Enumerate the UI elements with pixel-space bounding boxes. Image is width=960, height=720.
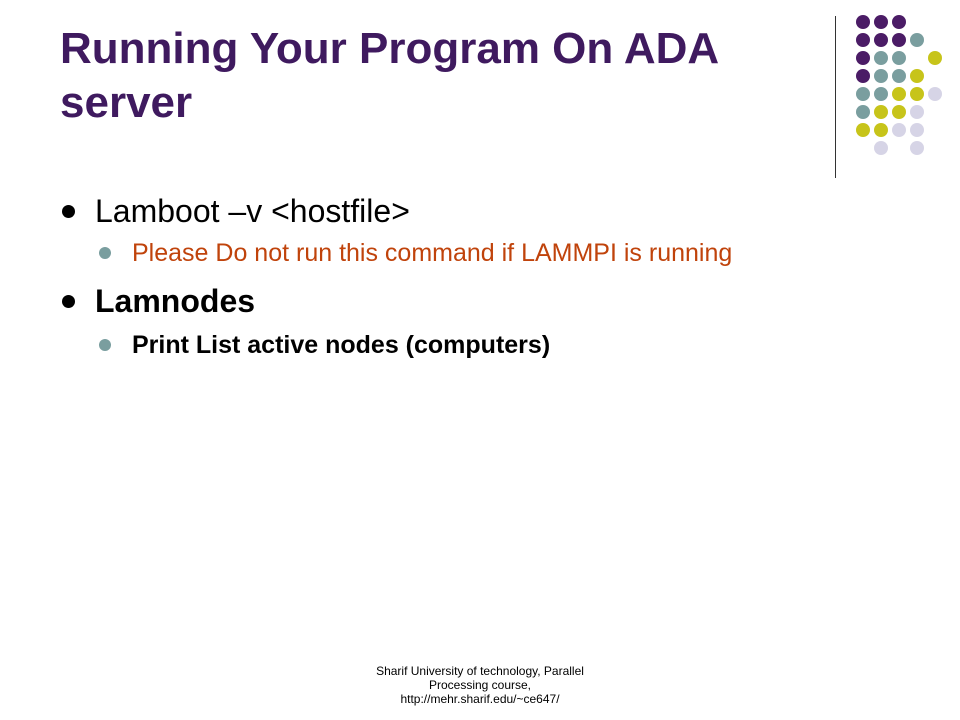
sub-bullet-text: Please Do not run this command if LAMMPI is running: [132, 239, 733, 267]
decor-dot-olive: [892, 105, 906, 119]
decor-dot-purple: [892, 33, 906, 47]
sub-bullet-dot-icon: [99, 339, 111, 351]
bullet-item: [60, 190, 820, 232]
bullet-list: [60, 190, 820, 362]
decor-dot-olive: [910, 87, 924, 101]
decor-dot-olive: [928, 51, 942, 65]
decor-dot-olive: [892, 87, 906, 101]
decor-dot-lavender: [910, 123, 924, 137]
decor-dot-olive: [856, 123, 870, 137]
footer-line: http://mehr.sharif.edu/~ce647/: [400, 692, 560, 706]
bullet-text: Lamnodes: [95, 283, 256, 319]
decor-dot-lavender: [910, 105, 924, 119]
decor-dot-teal: [892, 69, 906, 83]
sub-bullet-dot-icon: [99, 247, 111, 259]
bullet-item: [60, 280, 820, 322]
decor-dot-lavender: [892, 123, 906, 137]
decor-dot-purple: [856, 69, 870, 83]
decor-dot-purple: [874, 15, 888, 29]
bullet-text: Lamboot –v <hostfile>: [95, 193, 410, 229]
decor-dot-teal: [874, 51, 888, 65]
title-divider: [835, 16, 836, 178]
slide-footer: [330, 664, 630, 706]
decor-dot-teal: [874, 87, 888, 101]
decor-dot-teal: [910, 33, 924, 47]
decor-dot-teal: [856, 105, 870, 119]
decor-dot-lavender: [928, 87, 942, 101]
decor-dot-purple: [892, 15, 906, 29]
decor-dot-teal: [874, 69, 888, 83]
sub-bullet-text: Print List active nodes (computers): [132, 331, 551, 359]
decor-dot-purple: [856, 51, 870, 65]
decor-dot-lavender: [910, 141, 924, 155]
slide-title: Running Your Program On ADA server: [60, 24, 718, 127]
sub-bullet-item: [95, 328, 820, 362]
decor-dot-purple: [856, 33, 870, 47]
decor-dot-purple: [874, 33, 888, 47]
decor-dot-teal: [892, 51, 906, 65]
decor-dot-teal: [856, 87, 870, 101]
decor-dot-purple: [856, 15, 870, 29]
decor-dot-olive: [910, 69, 924, 83]
bullet-dot-icon: [62, 205, 75, 218]
sub-bullet-item: [95, 236, 820, 270]
decor-dot-olive: [874, 105, 888, 119]
footer-line: Sharif University of technology, Parallel: [376, 664, 584, 678]
bullet-dot-icon: [62, 295, 75, 308]
decor-dot-lavender: [874, 141, 888, 155]
footer-line: Processing course,: [428, 678, 532, 692]
decor-dot-olive: [874, 123, 888, 137]
